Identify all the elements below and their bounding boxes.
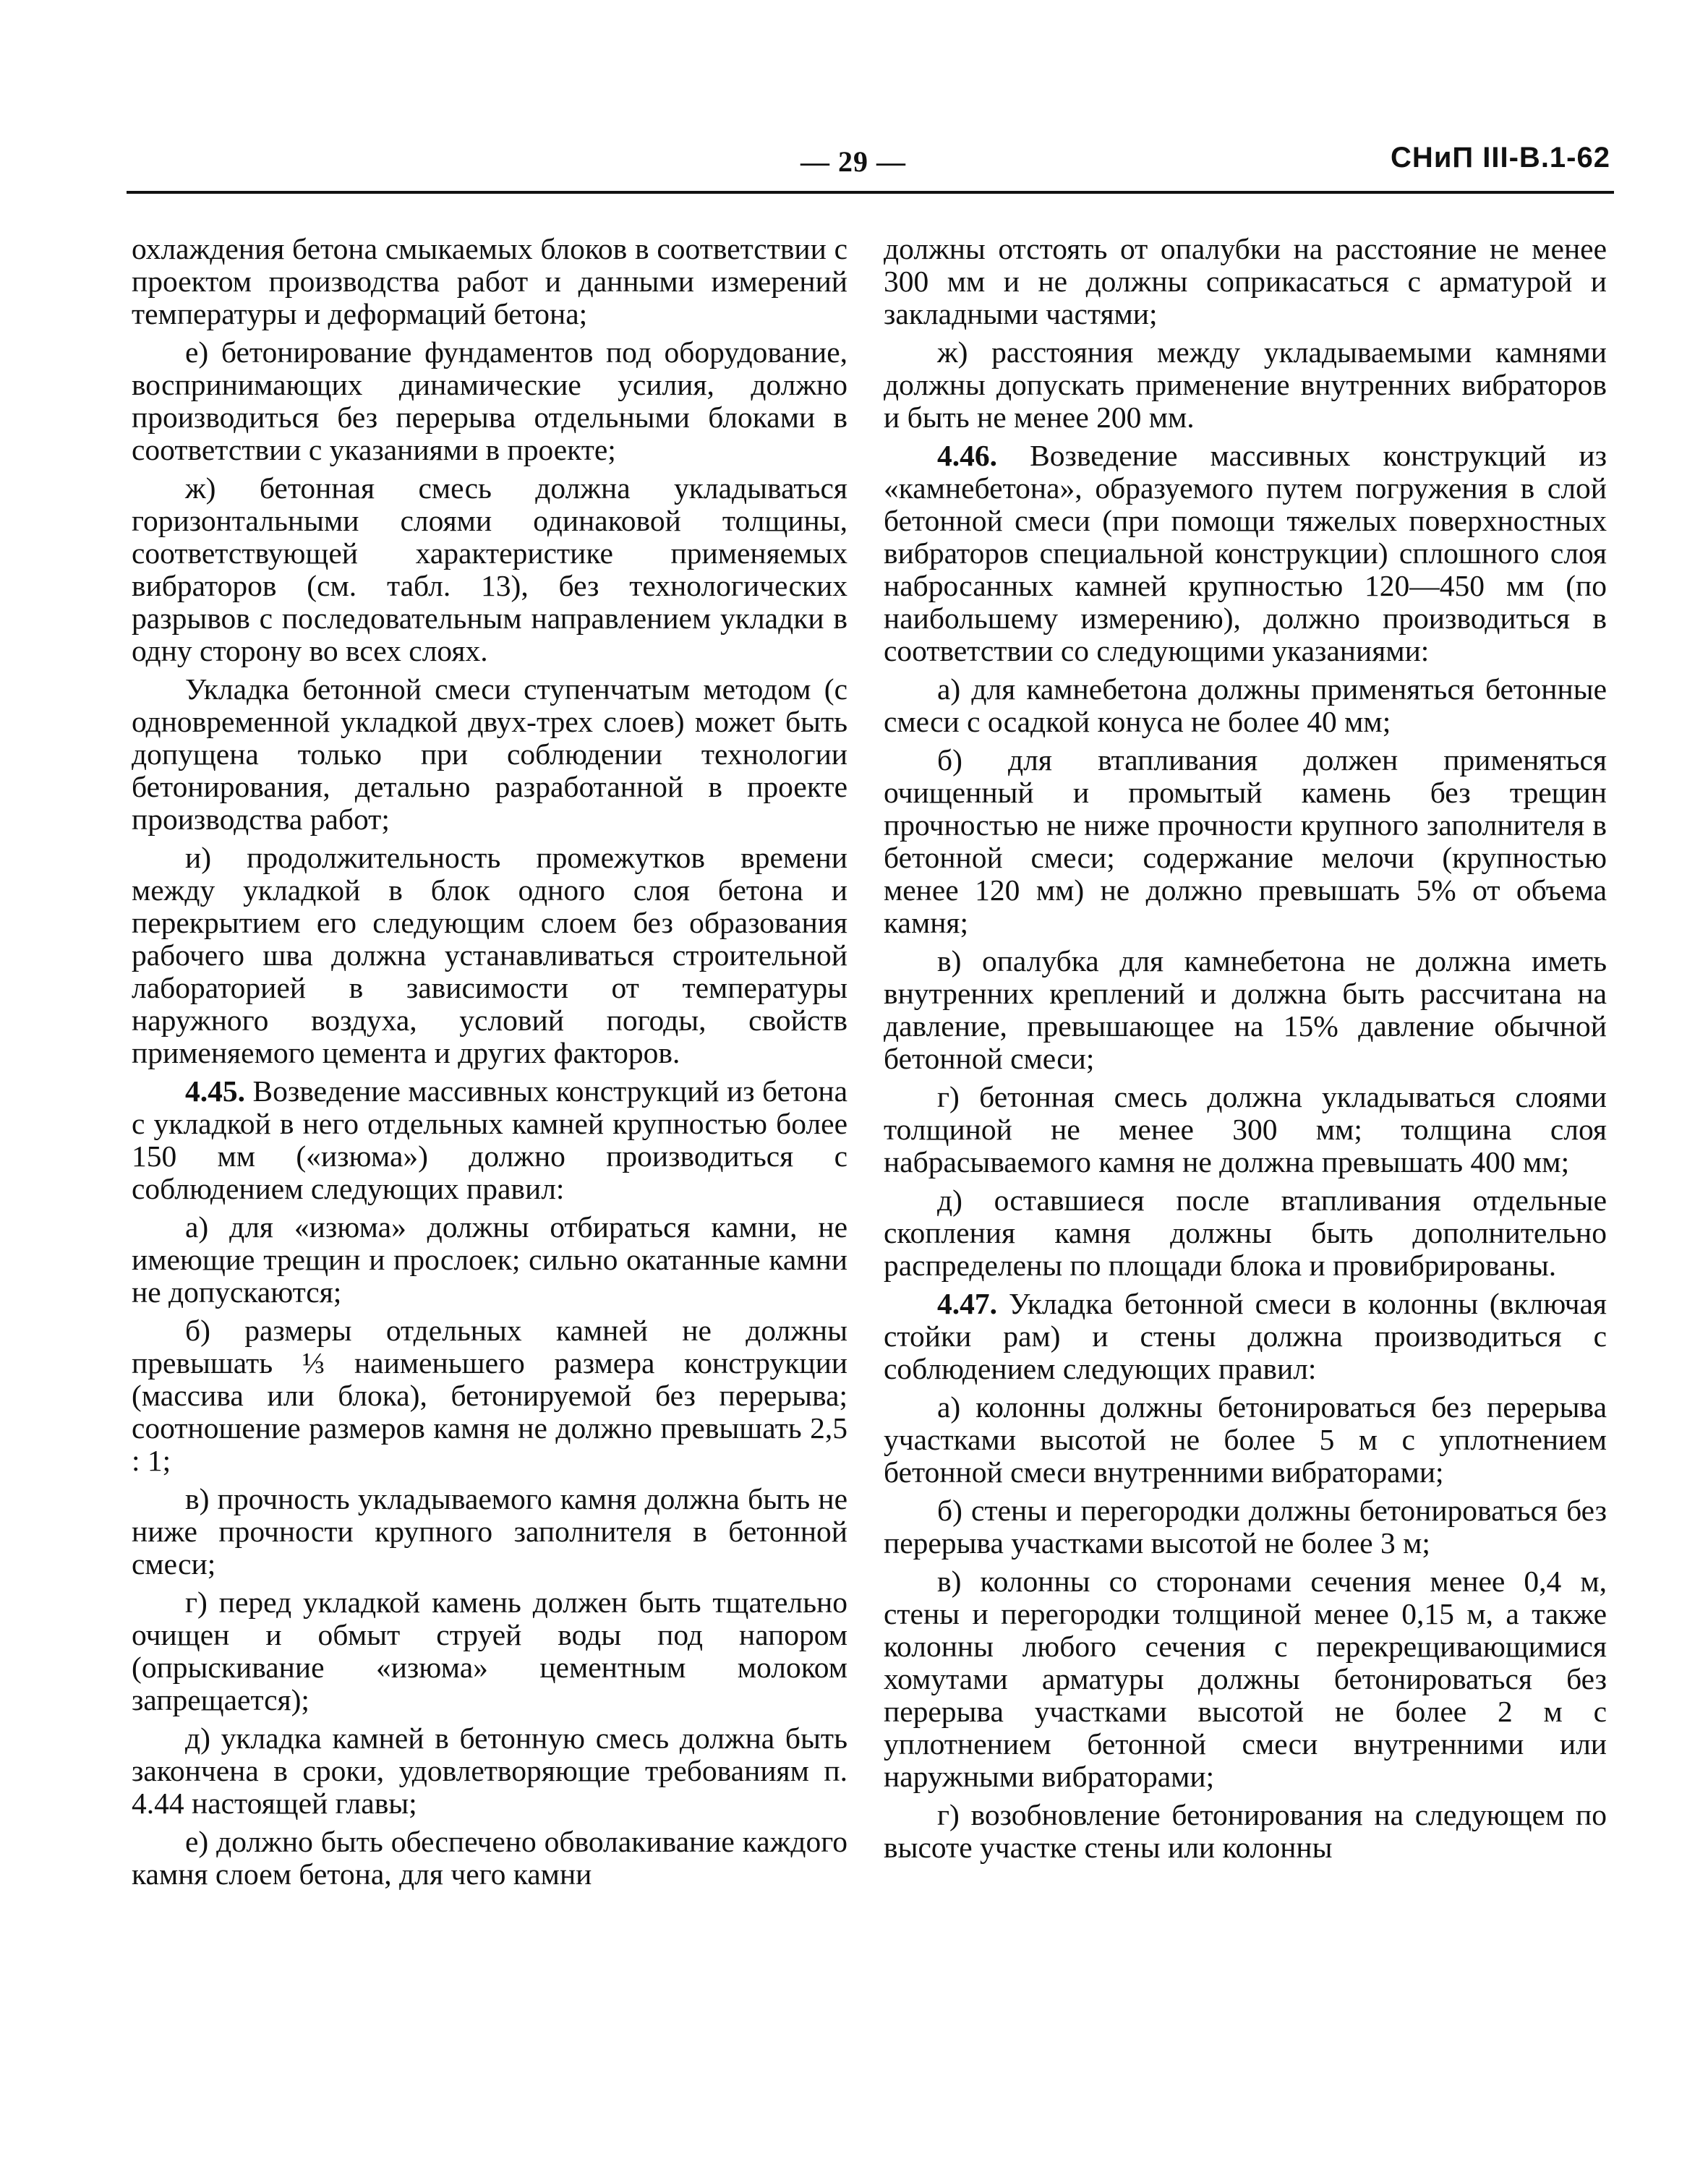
page-number: — 29 — bbox=[800, 145, 906, 178]
paragraph: д) оставшиеся после втапливания отдельные скопления камня должны быть дополнительно распределены по площади блока и провибрированы. bbox=[884, 1184, 1607, 1282]
clause-text: Возведение массивных конструкций из бетона с укладкой в него отдельных камней крупностью более 150 мм («изюма») должно производиться с соблюдением следующих правил: bbox=[132, 1074, 847, 1205]
clause-4-47 bbox=[884, 1288, 1607, 1385]
document-code: СНиП III-В.1-62 bbox=[1391, 142, 1610, 174]
paragraph: в) опалубка для камнебетона не должна иметь внутренних креплений и должна быть рассчитана на давление, превышающее на 15% давление обычной бетонной смеси; bbox=[884, 944, 1607, 1075]
paragraph: ж) бетонная смесь должна укладываться горизонтальными слоями одинаковой толщины, соответствующей характеристике применяемых вибраторов (см. табл. 13), без технологических разрывов с последовательным направлением укладки в одну сторону во всех слоях. bbox=[132, 471, 847, 667]
paragraph: а) для камнебетона должны применяться бетонные смеси с осадкой конуса не более 40 мм; bbox=[884, 672, 1607, 738]
paragraph: а) для «изюма» должны отбираться камни, не имеющие трещин и прослоек; сильно окатанные камни не допускаются; bbox=[132, 1210, 847, 1309]
paragraph: в) колонны со сторонами сечения менее 0,4 м, стены и перегородки толщиной менее 0,15 м, а также колонны любого сечения с перекрещивающимися хомутами арматуры должны бетонироваться без перерыва участками высотой не более 2 м с уплотнением бетонной смеси внутренними или наружными вибраторами; bbox=[884, 1565, 1607, 1793]
paragraph: и) продолжительность промежутков времени между укладкой в блок одного слоя бетона и перекрытием его следующим слоем без образования рабочего шва должна устанавливаться строительной лабораторией в зависимости от температуры наружного воздуха, условий погоды, свойств применяемого цемента и других факторов. bbox=[132, 841, 847, 1069]
paragraph: г) бетонная смесь должна укладываться слоями толщиной не менее 300 мм; толщина слоя набрасываемого камня не должна превышать 400 мм; bbox=[884, 1080, 1607, 1179]
right-column bbox=[884, 233, 1607, 1870]
paragraph: охлаждения бетона смыкаемых блоков в соответствии с проектом производства работ и данными измерений температуры и деформаций бетона; bbox=[132, 232, 847, 330]
paragraph: б) стены и перегородки должны бетонироваться без перерыва участками высотой не более 3 м; bbox=[884, 1494, 1607, 1560]
paragraph: в) прочность укладываемого камня должна быть не ниже прочности крупного заполнителя в бетонной смеси; bbox=[132, 1482, 847, 1581]
paragraph: б) размеры отдельных камней не должны превышать ⅓ наименьшего размера конструкции (массива или блока), бетонируемой без перерыва; соотношение размеров камня не должно превышать 2,5 : 1; bbox=[132, 1314, 847, 1477]
clause-4-45 bbox=[132, 1075, 847, 1205]
paragraph: ж) расстояния между укладываемыми камнями должны допускать применение внутренних вибраторов и быть не менее 200 мм. bbox=[884, 335, 1607, 434]
clause-text: Возведение массивных конструкций из «камнебетона», образуемого путем погружения в слой бетонной смеси (при помощи тяжелых поверхностных вибраторов специальной конструкции) сплошного слоя набросанных камней крупностью 120—450 мм (по наибольшему измерению), должно производиться в соответствии со следующими указаниями: bbox=[884, 439, 1607, 667]
paragraph: д) укладка камней в бетонную смесь должна быть закончена в сроки, удовлетворяющие требованиям п. 4.44 настоящей главы; bbox=[132, 1722, 847, 1820]
paragraph: г) перед укладкой камень должен быть тщательно очищен и обмыт струей воды под напором (опрыскивание «изюма» цементным молоком запрещается); bbox=[132, 1586, 847, 1716]
left-column bbox=[132, 233, 847, 1896]
paragraph: е) бетонирование фундаментов под оборудование, воспринимающих динамические усилия, должно производиться без перерыва отдельными блоками в соответствии с указаниями в проекте; bbox=[132, 335, 847, 466]
paragraph: должны отстоять от опалубки на расстояние не менее 300 мм и не должны соприкасаться с арматурой и закладными частями; bbox=[884, 232, 1607, 330]
clause-number: 4.47. bbox=[937, 1287, 997, 1320]
paragraph: е) должно быть обеспечено обволакивание каждого камня слоем бетона, для чего камни bbox=[132, 1825, 847, 1891]
clause-4-46 bbox=[884, 440, 1607, 667]
header-divider bbox=[127, 191, 1614, 194]
paragraph: Укладка бетонной смеси ступенчатым методом (с одновременной укладкой двух-трех слоев) может быть допущена только при соблюдении технологии бетонирования, детально разработанной в проекте производства работ; bbox=[132, 672, 847, 836]
clause-number: 4.46. bbox=[937, 439, 997, 472]
clause-number: 4.45. bbox=[185, 1074, 245, 1108]
clause-text: Укладка бетонной смеси в колонны (включая стойки рам) и стены должна производиться с соблюдением следующих правил: bbox=[884, 1287, 1607, 1385]
paragraph: а) колонны должны бетонироваться без перерыва участками высотой не более 5 м с уплотнением бетонной смеси внутренними вибраторами; bbox=[884, 1390, 1607, 1489]
paragraph: б) для втапливания должен применяться очищенный и промытый камень без трещин прочностью не ниже прочности крупного заполнителя в бетонной смеси; содержание мелочи (крупностью менее 120 мм) не должно превышать 5% от объема камня; bbox=[884, 743, 1607, 939]
paragraph: г) возобновление бетонирования на следующем по высоте участке стены или колонны bbox=[884, 1798, 1607, 1864]
